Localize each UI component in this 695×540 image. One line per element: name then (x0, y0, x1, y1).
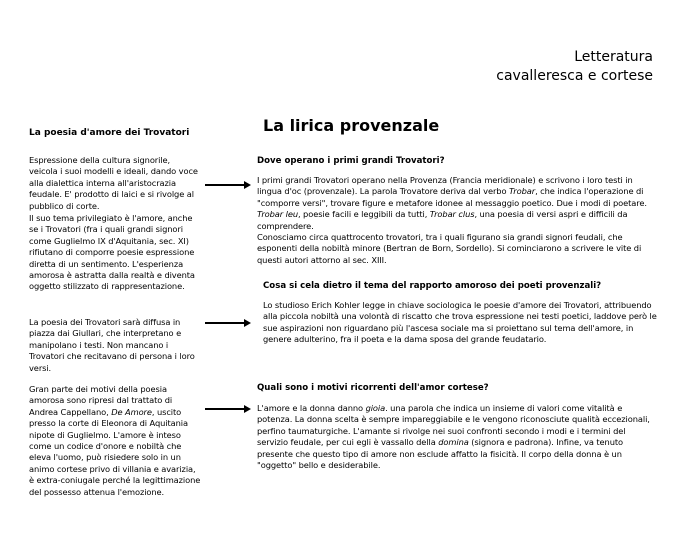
left-paragraph-1: Espressione della cultura signorile, veicola i suoi modelli e ideali, dando voce alla dialettica interna all'aristocrazia feudale. E' prodotto di laici e si rivolge al pubblico di corte. (29, 155, 198, 211)
left-paragraph-4 (29, 384, 201, 498)
arrow-right-icon (205, 405, 251, 413)
text-run: . una parola che indica un insieme di valori come vitalità e potenza. La donna scelta è sempre impareggiabile e le vengono riconosciute qualità eccezionali, perfino taumaturgiche. L'amante si rivolge nei suoi confronti secondo i modi e i termini del servizio feudale, per cui egli è vassallo della (257, 403, 650, 448)
term: Trobar (508, 186, 536, 197)
text-run: Conosciamo circa quattrocento trovatori, tra i quali figurano sia grandi signori feudali, che esponenti della nobiltà minore (Bertran de Born, Sordello). Si cominciarono a scrivere le vite di questi autori attorno al sec. XIII. (257, 232, 642, 265)
answer-2: Lo studioso Erich Kohler legge in chiave sociologica le poesie d'amore dei Trovatori, attribuendo alla piccola nobiltà una volontà di riscatto che trova espressione nei testi poetici, laddove però le sue aspirazioni non riguardano più l'ascesa sociale ma si proiettano sul tema dell'amore, in genere adulterino, fra il poeta e la dama sposa del grande feudatario. (263, 300, 657, 345)
term: domina (438, 437, 469, 448)
term: Trobar clus (429, 209, 475, 220)
text-run: , uscito presso la corte di Eleonora di Aquitania nipote di Guglielmo. L'amore è inteso come un codice d'onore e nobiltà che eleva l'uomo, può risiedere solo in un animo cortese privo di villania e avarizia, è extra-coniugale perché la legittimazione del possesso attenua l'emozione. (29, 406, 201, 497)
text-run: L'amore e la donna danno (257, 403, 366, 413)
book-title: De Amore (111, 406, 152, 417)
main-heading: La lirica provenzale (263, 116, 440, 135)
title-line-2: cavalleresca e cortese (496, 68, 653, 84)
text-run: (signora e padrona). Infine, va tenuto presente che questo tipo di amore non esclude affatto la fisicità. Il corpo della donna è un "oggetto" bello e desiderabile. (257, 437, 623, 471)
arrow-right-icon (205, 319, 251, 327)
left-paragraph-3: La poesia dei Trovatori sarà diffusa in piazza dai Giullari, che interpretano e manipolano i testi. Non mancano i Trovatori che recitavano di persona i loro versi. (29, 317, 195, 373)
text-run: Gran parte dei motivi della poesia amorosa sono ripresi dal trattato di Andrea Cappellano, (29, 384, 173, 417)
term: gioia (365, 403, 386, 413)
arrow-right-icon (205, 181, 251, 189)
left-heading: La poesia d'amore dei Trovatori (29, 128, 190, 138)
text-run: , una poesia di versi aspri e difficili da comprendere. (257, 209, 628, 231)
term: Trobar leu (257, 209, 298, 220)
left-paragraph-2: Il suo tema privilegiato è l'amore, anche se i Trovatori (fra i quali grandi signori come Guglielmo IX d'Aquitania, sec. XI) rifiutano di comporre poesie espressione diretta di un sentimento. L'esperienza amorosa è astratta dalla realtà e diventa oggetto stilizzato di rappresentazione. (29, 213, 195, 292)
answer-1 (257, 175, 657, 266)
question-1: Dove operano i primi grandi Trovatori? (257, 156, 445, 166)
text-run: , che indica l'operazione di "comporre versi", trovare figure e metafore idonee al messaggio poetico. Due i modi di poetare. (257, 186, 647, 208)
answer-3 (257, 403, 657, 471)
document-title (496, 48, 653, 86)
text-run: I primi grandi Trovatori operano nella Provenza (Francia meridionale) e scrivono i loro testi in lingua d'oc (provenzale). La parola Trovatore deriva dal verbo (257, 175, 633, 197)
title-line-1: Letteratura (574, 49, 653, 65)
question-3: Quali sono i motivi ricorrenti dell'amor cortese? (257, 383, 489, 393)
question-2: Cosa si cela dietro il tema del rapporto amoroso dei poeti provenzali? (263, 281, 602, 291)
text-run: , poesie facili e leggibili da tutti, (297, 209, 430, 220)
